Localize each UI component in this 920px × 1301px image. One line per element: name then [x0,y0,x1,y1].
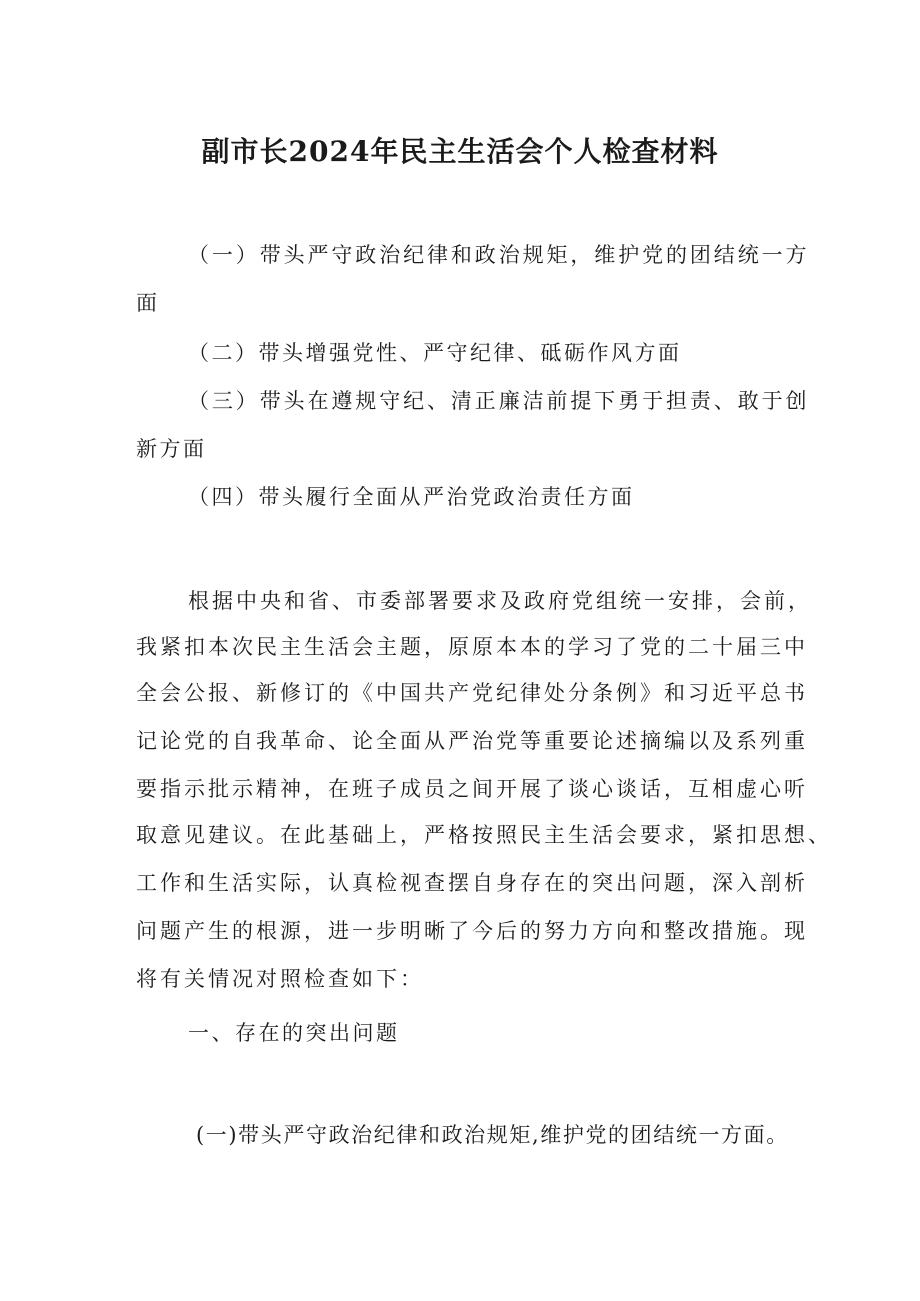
body-paragraph-line: 取意见建议。在此基础上，严格按照民主生活会要求，紧扣思想、 [136,823,832,847]
outline-item-1-continued: 面 [136,291,157,315]
outline-item-4: （四）带头履行全面从严治党政治责任方面 [188,485,635,509]
outline-item-3-continued: 新方面 [136,437,207,461]
body-paragraph-line: 要指示批示精神，在班子成员之间开展了谈心谈话，互相虚心听 [136,777,808,801]
document-title: 副市长2024年民主生活会个人检查材料 [201,135,719,168]
body-paragraph-line: 问题产生的根源，进一步明晰了今后的努力方向和整改措施。现 [136,919,808,943]
body-paragraph-line: 我紧扣本次民主生活会主题，原原本本的学习了党的二十届三中 [136,635,808,659]
body-paragraph-line: 将有关情况对照检查如下： [136,967,424,991]
sub-section-heading: (一)带头严守政治纪律和政治规矩,维护党的团结统一方面。 [196,1123,789,1147]
body-paragraph-line: 工作和生活实际，认真检视查摆自身存在的突出问题，深入剖析 [136,871,808,895]
body-paragraph-line: 记论党的自我革命、论全面从严治党等重要论述摘编以及系列重 [136,729,808,753]
body-paragraph-line: 全会公报、新修订的《中国共产党纪律处分条例》和习近平总书 [136,681,808,705]
outline-item-1: （一）带头严守政治纪律和政治规矩，维护党的团结统一方 [188,243,810,267]
outline-item-2: （二）带头增强党性、严守纪律、砥砺作风方面 [188,341,682,365]
section-heading: 一、存在的突出问题 [188,1021,400,1045]
outline-item-3: （三）带头在遵规守纪、清正廉洁前提下勇于担责、敢于创 [188,389,810,413]
body-paragraph-line: 根据中央和省、市委部署要求及政府党组统一安排，会前， [188,589,812,613]
